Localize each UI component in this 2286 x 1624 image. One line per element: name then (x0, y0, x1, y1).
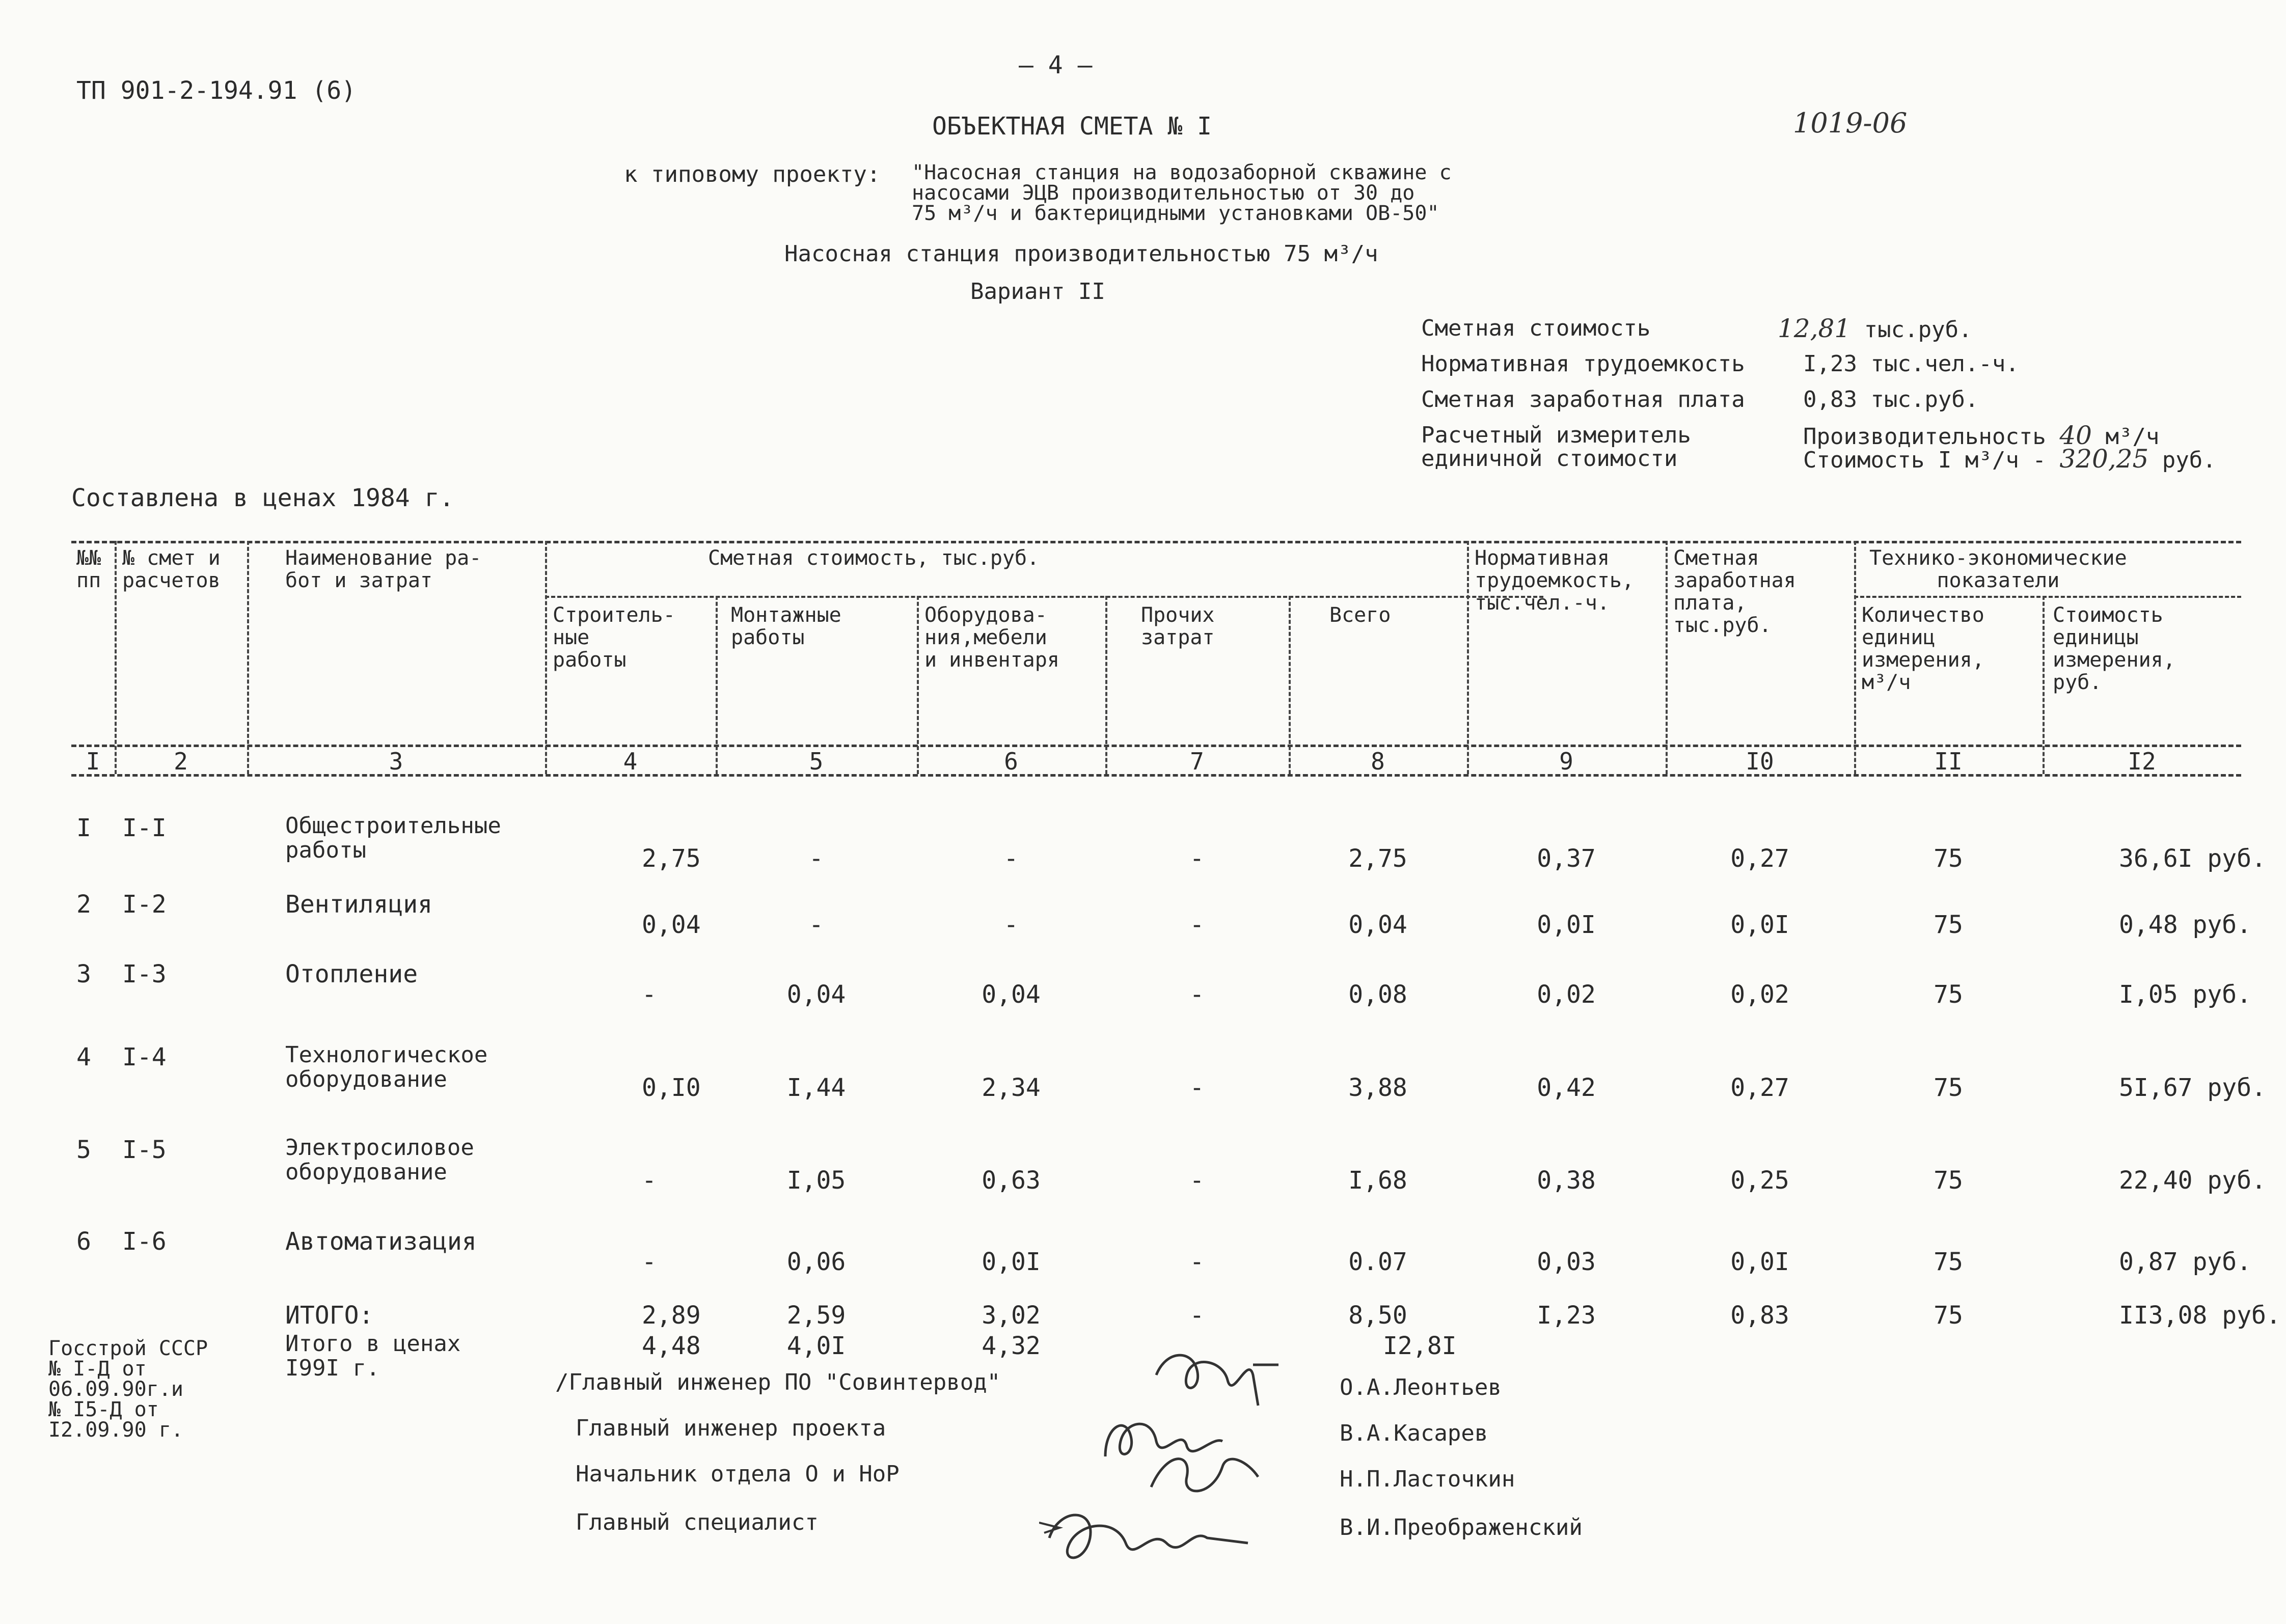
table-cell-c12: I,05 руб. (2119, 980, 2252, 1009)
summary-label-cost: Сметная стоимость (1421, 315, 1651, 341)
header-cost-group: Сметная стоимость, тыс.руб. (708, 546, 1040, 570)
signature-name-4: В.И.Преображенский (1340, 1515, 1583, 1540)
table-cell-c4: 0,I0 (642, 1074, 701, 1102)
project-line-1: "Насосная станция на водозаборной скважине с (912, 161, 1452, 184)
col-divider (247, 541, 249, 774)
table-cell-c7: - (1189, 911, 1205, 939)
signature-name-2: В.А.Касарев (1340, 1420, 1488, 1446)
estimate-table-header (71, 541, 2241, 795)
header-total: Всего (1329, 603, 1391, 627)
table-cell-c5: I,05 (786, 1166, 846, 1195)
col-number: I2 (2128, 748, 2156, 775)
header-unit-count: Количество единиц измерения, м³/ч (1862, 603, 1984, 694)
table-cell-c8: 0.07 (1348, 1248, 1407, 1276)
header-row-number: №№ пп (76, 546, 101, 592)
table-cell-c10: 0,0I (1730, 911, 1789, 939)
table-cell-c8: 8,50 (1348, 1301, 1407, 1330)
table-cell-c11: 75 (1934, 980, 1963, 1009)
header-labor: Нормативная трудоемкость, тыс.чел.-ч. (1475, 546, 1635, 615)
table-cell-c9: I,23 (1537, 1301, 1596, 1330)
col-number: I (86, 748, 100, 775)
header-tech-group: Технико-экономические показатели (1869, 546, 2127, 592)
table-cell-c9: 0,38 (1537, 1166, 1596, 1195)
signature-scribble-3 (1146, 1446, 1263, 1502)
table-cell-c9: 0,42 (1537, 1074, 1596, 1102)
col-divider (1467, 541, 1469, 774)
table-cell-code: I-3 (122, 960, 167, 988)
table-cell-c10: 0,25 (1730, 1166, 1789, 1195)
header-estimate-no: № смет и расчетов (122, 546, 221, 592)
table-cell-c6: 4,32 (982, 1332, 1041, 1360)
table-cell-code: I-I (122, 814, 167, 842)
col-number: 5 (809, 748, 824, 775)
project-line-3: 75 м³/ч и бактерицидными установками ОВ-50" (912, 202, 1439, 225)
col-number: 9 (1559, 748, 1573, 775)
table-cell-c5: 0,04 (786, 980, 846, 1009)
table-cell-c11: 75 (1934, 1074, 1963, 1102)
signature-scribble-4 (1039, 1497, 1253, 1574)
table-cell-c8: I,68 (1348, 1166, 1407, 1195)
meter-value-1-text: Производительность (1803, 424, 2060, 450)
table-cell-c6: 2,34 (982, 1074, 1041, 1102)
header-other-costs: Прочих затрат (1141, 603, 1215, 649)
table-cell-n: 6 (76, 1227, 91, 1256)
table-cell-code: I-6 (122, 1227, 167, 1256)
table-cell-c12: 0,87 руб. (2119, 1248, 2252, 1276)
table-cell-c8: 3,88 (1348, 1074, 1407, 1102)
table-cell-n: 3 (76, 960, 91, 988)
table-cell-c11: 75 (1934, 1166, 1963, 1195)
table-cell-name: Электросиловое оборудование (285, 1135, 474, 1185)
signature-role-4: Главный специалист (576, 1509, 819, 1535)
table-cell-c6: - (1003, 911, 1019, 939)
header-work-name: Наименование ра- бот и затрат (285, 546, 482, 592)
col-divider (1854, 541, 1856, 774)
table-cell-c5: 0,06 (786, 1248, 846, 1276)
signature-name-3: Н.П.Ласточкин (1340, 1466, 1515, 1492)
table-cell-c4: - (642, 980, 657, 1009)
document-code: ТП 901-2-194.91 (6) (76, 76, 357, 105)
summary-value-cost (1778, 316, 1972, 343)
col-number: II (1934, 748, 1963, 775)
summary-value-wages: 0,83 тыс.руб. (1803, 387, 1979, 412)
table-cell-c10: 0,27 (1730, 844, 1789, 873)
table-cell-c4: - (642, 1166, 657, 1195)
table-cell-code: I-2 (122, 890, 167, 919)
table-cell-c8: 0,08 (1348, 980, 1407, 1009)
table-cell-c12: 5I,67 руб. (2119, 1074, 2266, 1102)
table-cell-c12: II3,08 руб. (2119, 1301, 2281, 1330)
table-cell-c7: - (1189, 1074, 1205, 1102)
table-cell-c6: - (1003, 844, 1019, 873)
table-cell-c12: 36,6I руб. (2119, 844, 2266, 873)
table-cell-name: Вентиляция (285, 890, 432, 919)
table-cell-c8: I2,8I (1383, 1332, 1457, 1360)
summary-label-wages: Сметная заработная плата (1421, 387, 1745, 412)
summary-cost-unit: тыс.руб. (1850, 317, 1972, 343)
table-cell-c7: - (1189, 1166, 1205, 1195)
col-number: 6 (1004, 748, 1018, 775)
document-title: ОБЪЕКТНАЯ СМЕТА № I (932, 112, 1212, 141)
compiled-in-prices: Составлена в ценах 1984 г. (71, 484, 454, 512)
col-number: 7 (1190, 748, 1204, 775)
handwritten-code: 1019-06 (1793, 107, 1908, 139)
table-cell-c4: 2,75 (642, 844, 701, 873)
table-cell-c5: - (809, 911, 824, 939)
meter-label-1: Расчетный измеритель (1421, 422, 1691, 448)
table-cell-c7: - (1189, 1248, 1205, 1276)
table-cell-name: Итого в ценах I99I г. (285, 1331, 461, 1381)
table-cell-c5: I,44 (786, 1074, 846, 1102)
table-cell-c9: 0,02 (1537, 980, 1596, 1009)
cost-group-rule (545, 596, 1543, 598)
col-number: 2 (174, 748, 188, 775)
table-cell-c8: 0,04 (1348, 911, 1407, 939)
table-cell-n: 5 (76, 1136, 91, 1164)
signature-name-1: О.А.Леонтьев (1340, 1374, 1502, 1400)
header-unit-cost: Стоимость единицы измерения, руб. (2053, 603, 2175, 694)
table-cell-c11: 75 (1934, 844, 1963, 873)
table-cell-c9: 0,0I (1537, 911, 1596, 939)
table-cell-c11: 75 (1934, 1301, 1963, 1330)
summary-cost-handwritten: 12,81 (1778, 314, 1851, 343)
col-number: 8 (1371, 748, 1385, 775)
header-construction: Строитель- ные работы (553, 603, 675, 672)
meter-value-2 (1803, 446, 2216, 473)
table-cell-c10: 0,0I (1730, 1248, 1789, 1276)
table-cell-c6: 0,04 (982, 980, 1041, 1009)
table-cell-c9: 0,37 (1537, 844, 1596, 873)
signature-scribble-1 (1151, 1344, 1284, 1411)
table-cell-name: Автоматизация (285, 1227, 477, 1256)
meter-value-2-text: Стоимость I м³/ч - (1803, 447, 2060, 473)
summary-value-labor: I,23 тыс.чел.-ч. (1803, 351, 2019, 377)
signature-role-1: /Главный инженер ПО "Совинтервод" (555, 1369, 1001, 1395)
table-cell-c9: 0,03 (1537, 1248, 1596, 1276)
signature-role-3: Начальник отдела О и НоР (576, 1461, 900, 1487)
signature-role-2: Главный инженер проекта (576, 1415, 886, 1441)
project-line-2: насосами ЭЦВ производительностью от 30 до (912, 181, 1415, 205)
meter-value-2-unit: руб. (2148, 447, 2216, 473)
table-cell-code: I-5 (122, 1136, 167, 1164)
table-cell-c4: 0,04 (642, 911, 701, 939)
station-line: Насосная станция производительностью 75 м³/ч (784, 241, 1378, 267)
variant-label: Вариант II (970, 279, 1105, 305)
table-cell-c11: 75 (1934, 1248, 1963, 1276)
header-equipment: Оборудова- ния,мебели и инвентаря (924, 603, 1059, 672)
table-cell-c7: - (1189, 980, 1205, 1009)
table-cell-c12: 22,40 руб. (2119, 1166, 2266, 1195)
table-cell-c5: 2,59 (786, 1301, 846, 1330)
meter-label-2: единичной стоимости (1421, 446, 1678, 472)
col-number: 3 (389, 748, 403, 775)
header-rule-top (71, 541, 2241, 543)
meter-value-1-handwritten: 40 (2059, 421, 2092, 450)
table-cell-name: Технологическое оборудование (285, 1042, 488, 1092)
table-cell-n: I (76, 814, 91, 842)
table-cell-c4: 4,48 (642, 1332, 701, 1360)
table-cell-c10: 0,83 (1730, 1301, 1789, 1330)
summary-label-labor: Нормативная трудоемкость (1421, 351, 1745, 377)
gosstroy-note: Госстрой СССР № I-Д от 06.09.90г.и № I5-Д от I2.09.90 г. (48, 1337, 208, 1442)
table-cell-c8: 2,75 (1348, 844, 1407, 873)
table-cell-c11: 75 (1934, 911, 1963, 939)
header-installation: Монтажные работы (731, 603, 841, 649)
header-rule-mid (71, 745, 2241, 747)
table-cell-c6: 3,02 (982, 1301, 1041, 1330)
table-cell-c6: 0,0I (982, 1248, 1041, 1276)
table-cell-c10: 0,02 (1730, 980, 1789, 1009)
table-cell-c5: - (809, 844, 824, 873)
project-label: к типовому проекту: (624, 161, 881, 187)
page-number: — 4 — (1019, 51, 1093, 79)
col-divider (1666, 541, 1668, 774)
meter-value-1-unit: м³/ч (2091, 424, 2160, 450)
header-wages: Сметная заработная плата, тыс.руб. (1673, 546, 1796, 637)
table-cell-code: I-4 (122, 1043, 167, 1071)
col-divider (115, 541, 117, 774)
table-cell-c6: 0,63 (982, 1166, 1041, 1195)
table-cell-c4: 2,89 (642, 1301, 701, 1330)
table-cell-name: Общестроительные работы (285, 813, 501, 863)
table-cell-c12: 0,48 руб. (2119, 911, 2252, 939)
meter-value-2-handwritten: 320,25 (2059, 444, 2149, 474)
table-cell-n: 4 (76, 1043, 91, 1071)
col-number: I0 (1746, 748, 1774, 775)
table-cell-c4: - (642, 1248, 657, 1276)
table-cell-name: Отопление (285, 960, 418, 988)
table-cell-n: 2 (76, 890, 91, 919)
table-cell-c10: 0,27 (1730, 1074, 1789, 1102)
col-number: 4 (623, 748, 638, 775)
col-divider (545, 541, 547, 774)
table-cell-name: ИТОГО: (285, 1301, 374, 1330)
table-cell-c5: 4,0I (786, 1332, 846, 1360)
table-cell-c7: - (1189, 844, 1205, 873)
tech-group-rule (1854, 596, 2241, 598)
table-cell-c7: - (1189, 1301, 1205, 1330)
